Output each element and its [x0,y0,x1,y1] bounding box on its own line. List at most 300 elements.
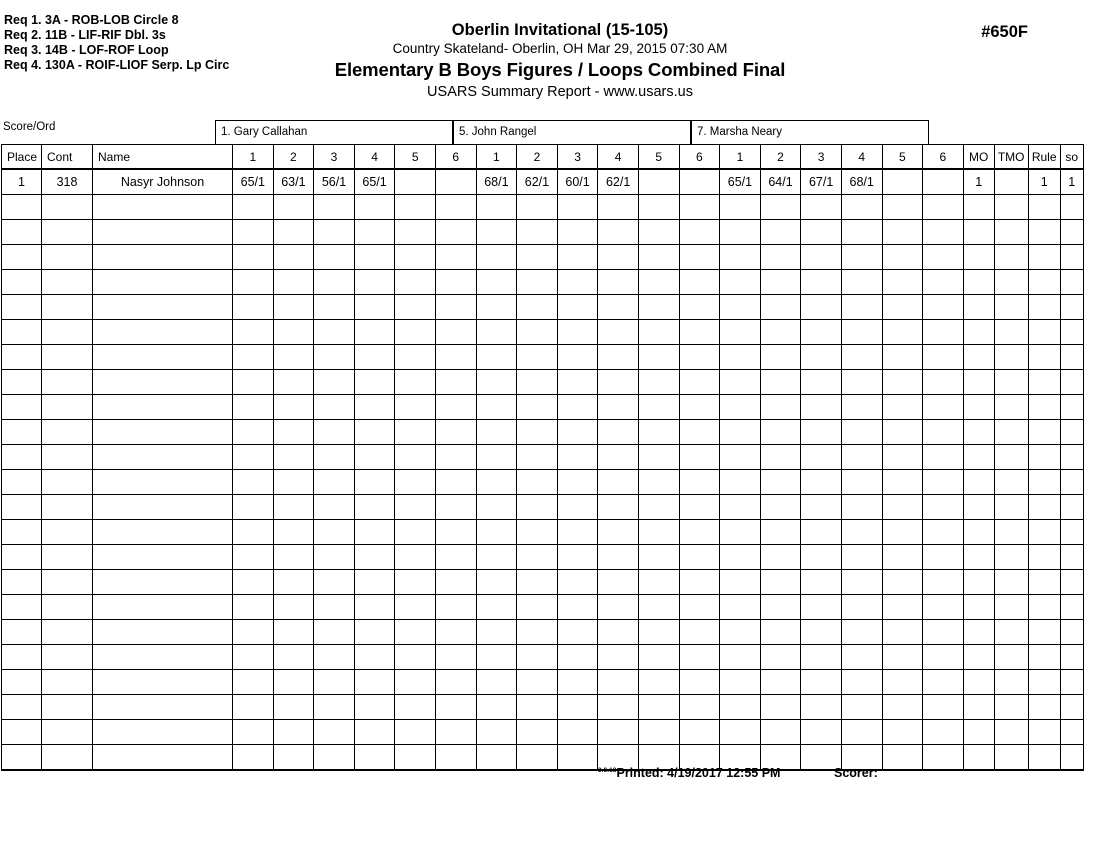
column-header-row [2,145,1084,170]
cell-name [93,520,233,545]
cell-j1-2 [273,445,314,470]
cell-j1-2 [273,570,314,595]
cell-j1-4 [354,470,395,495]
cell-j1-3 [314,195,355,220]
cell-j3-2 [760,495,801,520]
col-header-j3-4: 4 [841,145,882,170]
table-row-empty [2,345,1084,370]
cell-cont [42,670,93,695]
cell-place [2,720,42,745]
cell-place [2,495,42,520]
cell-mo [963,345,994,370]
cell-j3-2 [760,270,801,295]
cell-j1-3 [314,320,355,345]
cell-j2-1 [476,345,517,370]
cell-j1-5 [395,320,436,345]
cell-j2-5 [638,670,679,695]
cell-j3-5 [882,245,923,270]
table-row [2,169,1084,195]
cell-name [93,670,233,695]
cell-j3-2 [760,245,801,270]
cell-j1-5 [395,695,436,720]
cell-name [93,645,233,670]
cell-name [93,745,233,771]
cell-j1-6 [435,220,476,245]
cell-j1-3 [314,370,355,395]
col-header-j2-4: 4 [598,145,639,170]
cell-cont [42,545,93,570]
cell-j3-5 [882,470,923,495]
cell-j1-3 [314,570,355,595]
col-header-j3-3: 3 [801,145,842,170]
cell-j2-4 [598,195,639,220]
cell-j1-5 [395,570,436,595]
cell-cont [42,570,93,595]
cell-j3-6 [923,420,964,445]
cell-j1-6 [435,570,476,595]
cell-j2-5 [638,645,679,670]
cell-j1-1 [233,670,274,695]
cell-j2-1 [476,545,517,570]
cell-j3-5 [882,270,923,295]
cell-j1-1 [233,395,274,420]
cell-j1-2 [273,320,314,345]
cell-cont [42,345,93,370]
cell-rule [1028,520,1060,545]
cell-j3-1 [720,545,761,570]
cell-j2-3 [557,670,598,695]
cell-j2-3 [557,420,598,445]
cell-name [93,245,233,270]
cell-j2-3 [557,245,598,270]
cell-j3-1 [720,195,761,220]
cell-j2-5 [638,420,679,445]
cell-j2-5 [638,295,679,320]
cell-name [93,545,233,570]
cell-j3-3 [801,670,842,695]
cell-j1-2 [273,295,314,320]
cell-j3-5 [882,720,923,745]
cell-tmo [994,169,1028,195]
cell-j3-3 [801,520,842,545]
cell-cont [42,495,93,520]
col-header-j3-1: 1 [720,145,761,170]
col-header-j2-6: 6 [679,145,720,170]
event-code: #650F [981,23,1028,41]
cell-j3-3 [801,420,842,445]
cell-so [1060,645,1083,670]
cell-j2-2 [517,420,558,445]
cell-name [93,720,233,745]
cell-tmo [994,245,1028,270]
cell-j3-2 [760,420,801,445]
cell-rule [1028,320,1060,345]
cell-cont [42,420,93,445]
cell-tmo [994,220,1028,245]
cell-j3-4 [841,720,882,745]
cell-j3-2 [760,695,801,720]
table-row-empty [2,520,1084,545]
cell-tmo [994,395,1028,420]
cell-j1-4 [354,395,395,420]
cell-j2-3 [557,395,598,420]
cell-j3-5 [882,195,923,220]
cell-j2-1 [476,620,517,645]
cell-j1-4 [354,420,395,445]
cell-j1-3 [314,445,355,470]
cell-j2-5 [638,520,679,545]
cell-j1-4 [354,495,395,520]
cell-j3-6 [923,495,964,520]
cell-j1-2 [273,495,314,520]
cell-so [1060,695,1083,720]
cell-cont [42,245,93,270]
cell-tmo [994,720,1028,745]
cell-j2-1 [476,195,517,220]
cell-name [93,195,233,220]
cell-mo [963,195,994,220]
printed-timestamp: Printed: 4/19/2017 12:55 PM [616,766,781,780]
cell-rule [1028,370,1060,395]
event-title: Oberlin Invitational (15-105) [451,21,669,39]
cell-j1-6 [435,395,476,420]
cell-j3-1 [720,295,761,320]
cell-j1-4 [354,220,395,245]
cell-j3-1 [720,695,761,720]
cell-j1-4 [354,570,395,595]
col-header-name: Name [93,145,233,170]
cell-j2-5 [638,470,679,495]
cell-j3-5 [882,745,923,771]
cell-name [93,320,233,345]
cell-j1-1 [233,195,274,220]
cell-j2-1 [476,670,517,695]
cell-j2-1 [476,395,517,420]
cell-j2-5 [638,545,679,570]
cell-j2-1 [476,445,517,470]
cell-j1-2: 63/1 [273,169,314,195]
cell-j1-6 [435,470,476,495]
cell-cont [42,295,93,320]
cell-j2-5 [638,620,679,645]
cell-j1-3 [314,270,355,295]
cell-so [1060,295,1083,320]
cell-place [2,470,42,495]
cell-tmo [994,620,1028,645]
cell-j2-1 [476,245,517,270]
division-title: Elementary B Boys Figures / Loops Combined Final [334,59,786,80]
cell-j1-3 [314,695,355,720]
cell-name [93,270,233,295]
cell-j3-6 [923,345,964,370]
cell-j3-2 [760,220,801,245]
cell-j3-6 [923,169,964,195]
cell-j3-5 [882,169,923,195]
cell-place [2,595,42,620]
report-source-line: USARS Summary Report - www.usars.us [427,84,693,100]
cell-j2-3 [557,570,598,595]
cell-tmo [994,470,1028,495]
cell-j3-4 [841,570,882,595]
cell-j2-6 [679,395,720,420]
cell-j3-6 [923,445,964,470]
judge-caption-band [1,120,1047,144]
cell-j2-4 [598,595,639,620]
cell-j1-6 [435,720,476,745]
cell-j3-2 [760,620,801,645]
cell-j2-3 [557,345,598,370]
cell-j2-1: 68/1 [476,169,517,195]
cell-rule [1028,245,1060,270]
cell-j3-6 [923,395,964,420]
cell-j2-3 [557,745,598,771]
cell-j1-6 [435,345,476,370]
cell-j3-2 [760,195,801,220]
cell-j3-1 [720,395,761,420]
cell-j3-5 [882,420,923,445]
cell-j1-6 [435,295,476,320]
cell-j3-5 [882,370,923,395]
cell-j2-2 [517,720,558,745]
cell-j1-1 [233,620,274,645]
cell-j2-4: 62/1 [598,169,639,195]
cell-j2-4 [598,570,639,595]
cell-j3-1 [720,370,761,395]
table-row-empty [2,570,1084,595]
cell-j3-6 [923,695,964,720]
cell-j2-3 [557,270,598,295]
cell-cont: 318 [42,169,93,195]
cell-j3-5 [882,445,923,470]
cell-j2-3 [557,645,598,670]
cell-j1-2 [273,220,314,245]
cell-j3-4 [841,470,882,495]
cell-j3-4 [841,220,882,245]
table-row-empty [2,320,1084,345]
cell-j2-3 [557,620,598,645]
cell-place [2,645,42,670]
cell-cont [42,220,93,245]
table-row-empty [2,645,1084,670]
cell-place [2,295,42,320]
table-row-empty [2,420,1084,445]
cell-j3-5 [882,345,923,370]
cell-j2-3 [557,470,598,495]
cell-j3-3 [801,620,842,645]
cell-j1-6 [435,320,476,345]
cell-mo [963,620,994,645]
cell-j2-2 [517,695,558,720]
cell-name [93,295,233,320]
cell-j1-1 [233,520,274,545]
cell-tmo [994,645,1028,670]
cell-j1-5 [395,295,436,320]
cell-j2-6 [679,370,720,395]
cell-j3-3 [801,345,842,370]
cell-so [1060,220,1083,245]
cell-place [2,520,42,545]
cell-j1-2 [273,370,314,395]
cell-j2-4 [598,445,639,470]
cell-j3-4 [841,645,882,670]
cell-j1-3 [314,595,355,620]
cell-j3-3 [801,720,842,745]
col-header-j1-1: 1 [233,145,274,170]
cell-mo [963,470,994,495]
cell-name [93,570,233,595]
cell-j2-1 [476,720,517,745]
cell-j1-1 [233,695,274,720]
cell-rule [1028,695,1060,720]
cell-cont [42,520,93,545]
cell-place [2,320,42,345]
cell-j1-2 [273,420,314,445]
cell-j3-3 [801,245,842,270]
cell-j1-2 [273,345,314,370]
requirement-line: Req 4. 130A - ROIF-LIOF Serp. Lp Circ [4,58,230,72]
cell-j2-4 [598,420,639,445]
cell-j3-6 [923,245,964,270]
cell-j2-2 [517,245,558,270]
cell-rule [1028,545,1060,570]
cell-place [2,345,42,370]
cell-j1-3 [314,645,355,670]
cell-j2-2 [517,520,558,545]
cell-j3-6 [923,295,964,320]
table-row-empty [2,395,1084,420]
cell-j1-5 [395,395,436,420]
cell-j1-6 [435,595,476,620]
cell-so [1060,420,1083,445]
cell-j3-5 [882,395,923,420]
cell-cont [42,270,93,295]
table-row-empty [2,620,1084,645]
cell-j2-2 [517,745,558,771]
cell-rule [1028,670,1060,695]
cell-rule [1028,270,1060,295]
col-header-j1-4: 4 [354,145,395,170]
cell-j3-4 [841,345,882,370]
cell-j1-3: 56/1 [314,169,355,195]
cell-j1-5 [395,545,436,570]
cell-j1-1 [233,320,274,345]
cell-j2-1 [476,570,517,595]
cell-j1-5 [395,445,436,470]
cell-j2-2 [517,670,558,695]
cell-j1-1 [233,220,274,245]
cell-j3-5 [882,495,923,520]
cell-j2-1 [476,470,517,495]
cell-j2-2 [517,320,558,345]
cell-j1-1 [233,570,274,595]
cell-cont [42,645,93,670]
cell-j2-2 [517,545,558,570]
cell-j2-4 [598,295,639,320]
cell-j3-3 [801,495,842,520]
cell-j1-4 [354,720,395,745]
cell-j3-2 [760,645,801,670]
cell-j2-2: 62/1 [517,169,558,195]
col-header-tmo: TMO [994,145,1028,170]
cell-j3-6 [923,220,964,245]
cell-j2-5 [638,220,679,245]
cell-name [93,395,233,420]
cell-j2-6 [679,320,720,345]
cell-j1-6 [435,420,476,445]
cell-j1-3 [314,545,355,570]
cell-mo [963,370,994,395]
cell-j1-6 [435,270,476,295]
cell-mo [963,545,994,570]
cell-j3-3 [801,295,842,320]
cell-j1-4: 65/1 [354,169,395,195]
cell-j2-3 [557,370,598,395]
cell-j3-4 [841,395,882,420]
cell-j1-4 [354,345,395,370]
cell-j2-3 [557,720,598,745]
cell-j2-3 [557,545,598,570]
cell-j1-3 [314,670,355,695]
cell-rule [1028,645,1060,670]
cell-j3-3 [801,570,842,595]
cell-j3-4 [841,245,882,270]
cell-cont [42,620,93,645]
col-header-j2-1: 1 [476,145,517,170]
cell-mo [963,245,994,270]
cell-j1-4 [354,670,395,695]
cell-place [2,570,42,595]
cell-place [2,245,42,270]
table-row-empty [2,670,1084,695]
cell-j1-1 [233,420,274,445]
cell-place [2,420,42,445]
cell-name [93,345,233,370]
cell-cont [42,695,93,720]
cell-j3-3: 67/1 [801,169,842,195]
cell-mo [963,595,994,620]
cell-j1-4 [354,320,395,345]
cell-j1-6 [435,245,476,270]
cell-tmo [994,570,1028,595]
cell-j1-6 [435,520,476,545]
cell-place [2,220,42,245]
cell-rule [1028,620,1060,645]
table-row-empty [2,445,1084,470]
cell-tmo [994,370,1028,395]
cell-j1-3 [314,470,355,495]
table-row-empty [2,545,1084,570]
cell-name: Nasyr Johnson [93,169,233,195]
cell-j2-5 [638,695,679,720]
cell-mo [963,520,994,545]
cell-j3-6 [923,270,964,295]
cell-j1-1 [233,445,274,470]
cell-j3-5 [882,295,923,320]
cell-name [93,495,233,520]
cell-j2-6 [679,220,720,245]
table-row-empty [2,495,1084,520]
cell-so [1060,270,1083,295]
cell-j1-5 [395,270,436,295]
cell-j2-6 [679,195,720,220]
cell-j3-4 [841,670,882,695]
cell-j3-4: 68/1 [841,169,882,195]
print-footer [598,766,780,780]
cell-j2-3 [557,495,598,520]
cell-j3-2 [760,570,801,595]
cell-j3-1 [720,645,761,670]
cell-j2-4 [598,520,639,545]
